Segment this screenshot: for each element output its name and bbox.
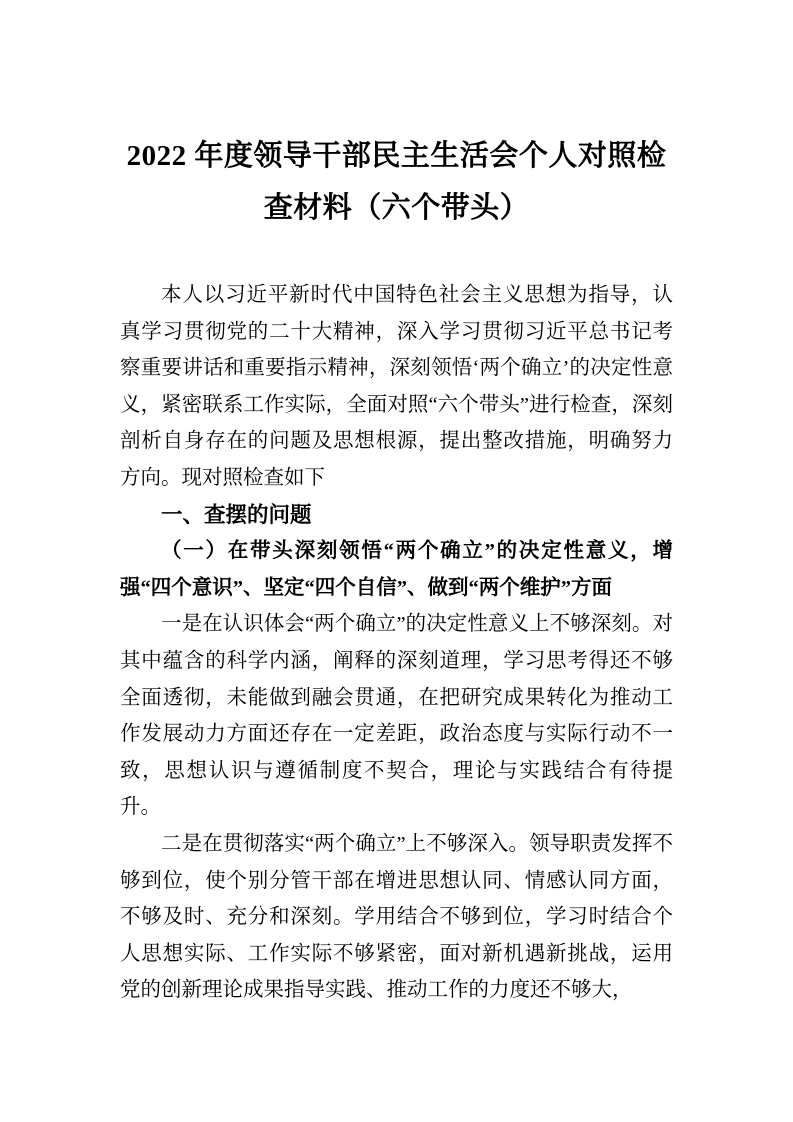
subsection-heading-two-establishes: （一）在带头深刻领悟“两个确立”的决定性意义，增强“四个意识”、坚定“四个自信”、做到“两个维护”方面 <box>120 540 673 599</box>
paragraph-issue-1: 一是在认识体会“两个确立”的决定性意义上不够深刻。对其中蕴含的科学内涵，阐释的深刻道理，学习思考得还不够全面透彻，未能做到融会贯通，在把研究成果转化为推动工作发展动力方面还存在一定差距，政治态度与实际行动不一致，思想认识与遵循制度不契合，理论与实践结合有待提升。 <box>120 613 673 819</box>
paragraph-intro: 本人以习近平新时代中国特色社会主义思想为指导，认真学习贯彻党的二十大精神，深入学习贯彻习近平总书记考察重要讲话和重要指示精神，深刻领悟‘两个确立’的决定性意义，紧密联系工作实际，全面对照“六个带头”进行检查，深刻剖析自身存在的问题及思想根源，提出整改措施，明确努力方向。现对照检查如下 <box>120 284 673 489</box>
document-title: 2022 年度领导干部民主生活会个人对照检查材料（六个带头） <box>126 140 667 224</box>
paragraph-issue-2: 二是在贯彻落实“两个确立”上不够深入。领导职责发挥不够到位，使个别分管干部在增进思想认同、情感认同方面，不够及时、充分和深刻。学用结合不够到位，学习时结合个人思想实际、工作实际不够紧密，面对新机遇新挑战，运用党的创新理论成果指导实践、推动工作的力度还不够大， <box>120 832 673 1002</box>
section-heading-problems: 一、查摆的问题 <box>161 502 312 527</box>
